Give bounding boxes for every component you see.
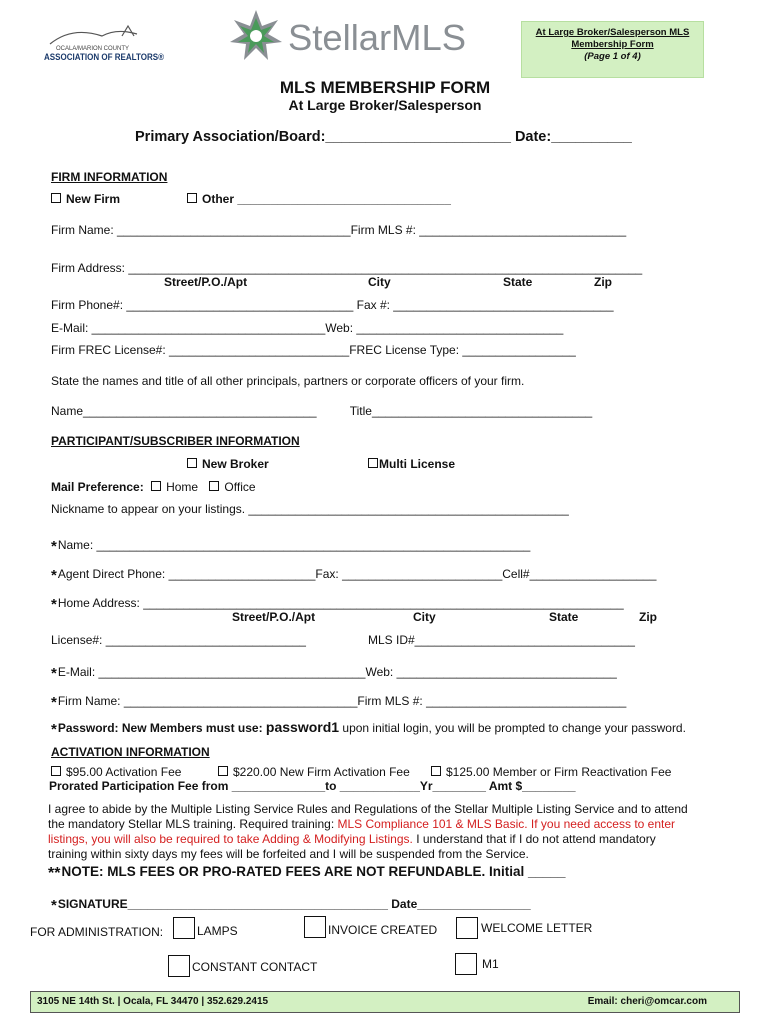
multi-license-label: Multi License bbox=[379, 457, 456, 471]
home-addr-city-label: City bbox=[413, 610, 436, 624]
participant-heading: PARTICIPANT/SUBSCRIBER INFORMATION bbox=[51, 434, 300, 448]
non-refundable-note[interactable] bbox=[48, 863, 566, 881]
agreement-line-4: training within sixty days my fees will be forfeited and I will be suspended from the Service. bbox=[48, 847, 529, 861]
association-logo bbox=[42, 24, 166, 66]
participant-firm-name-label: Firm Name: ___________________________________Firm MLS #: ______________________________ bbox=[57, 694, 627, 708]
default-password: password1 bbox=[265, 719, 340, 735]
new-firm-label: New Firm bbox=[66, 192, 121, 206]
required-asterisk: * bbox=[51, 721, 57, 738]
other-label: Other ________________________________ bbox=[202, 192, 451, 206]
other-option[interactable] bbox=[187, 192, 451, 206]
firm-info-heading: FIRM INFORMATION bbox=[51, 170, 168, 184]
home-checkbox[interactable] bbox=[151, 481, 161, 491]
new-firm-fee-label: $220.00 New Firm Activation Fee bbox=[233, 765, 410, 779]
firm-addr-street-label: Street/P.O./Apt bbox=[164, 275, 248, 289]
constant-contact-checkbox[interactable] bbox=[168, 955, 190, 977]
home-option[interactable] bbox=[151, 480, 198, 494]
assoc-logo-line1: OCALA/MARION COUNTY bbox=[56, 46, 130, 52]
participant-phones-label: Agent Direct Phone: ______________________Fax: ________________________Cell#___________________ bbox=[57, 567, 657, 581]
other-checkbox[interactable] bbox=[187, 193, 197, 203]
reactivation-fee-label: $125.00 Member or Firm Reactivation Fee bbox=[446, 765, 672, 779]
home-address-field[interactable] bbox=[51, 594, 624, 611]
m1-checkbox[interactable] bbox=[455, 953, 477, 975]
office-option[interactable] bbox=[209, 480, 255, 494]
footer-address: 3105 NE 14th St. | Ocala, FL 34470 | 352.629.2415 bbox=[37, 996, 269, 1007]
password-note bbox=[51, 719, 686, 736]
office-checkbox[interactable] bbox=[209, 481, 219, 491]
constant-contact-label: CONSTANT CONTACT bbox=[192, 960, 318, 974]
prorated-fee-field[interactable]: Prorated Participation Fee from ______________to ____________Yr________ Amt $________ bbox=[49, 779, 576, 793]
home-addr-zip-label: Zip bbox=[639, 610, 657, 624]
required-asterisk: * bbox=[51, 665, 57, 682]
principal-name-title-field[interactable]: Name___________________________________ Title_________________________________ bbox=[51, 404, 593, 418]
primary-association-field[interactable]: Primary Association/Board:_______________________ Date:__________ bbox=[135, 129, 632, 145]
agreement-line-2a: the mandatory Stellar MLS training. Required training: bbox=[48, 817, 335, 831]
double-asterisk: ** bbox=[48, 865, 61, 882]
signature-field[interactable] bbox=[51, 895, 531, 912]
activation-fee-label: $95.00 Activation Fee bbox=[66, 765, 182, 779]
participant-email-web-field[interactable] bbox=[51, 663, 617, 680]
home-label: Home bbox=[166, 480, 199, 494]
firm-email-web-field[interactable]: E-Mail: ___________________________________Web: _______________________________ bbox=[51, 321, 564, 335]
agreement-line-3a: listings, you will also be required to take Adding & Modifying Listings. bbox=[48, 832, 413, 846]
principals-note: State the names and title of all other principals, partners or corporate officers of your firm. bbox=[51, 374, 525, 388]
new-broker-option[interactable] bbox=[187, 457, 269, 471]
multi-license-checkbox[interactable] bbox=[368, 458, 378, 468]
reactivation-fee-checkbox[interactable] bbox=[431, 766, 441, 776]
required-asterisk: * bbox=[51, 596, 57, 613]
invoice-created-label: INVOICE CREATED bbox=[328, 923, 438, 937]
participant-name-label: Name: _________________________________________________________________ bbox=[57, 538, 531, 552]
form-title: MLS MEMBERSHIP FORM bbox=[279, 78, 491, 97]
agreement-line-2b: MLS Compliance 101 & MLS Basic. If you need access to enter bbox=[337, 817, 676, 831]
firm-name-field[interactable]: Firm Name: ___________________________________Firm MLS #: _______________________________ bbox=[51, 223, 627, 237]
non-refundable-label: NOTE: MLS FEES OR PRO-RATED FEES ARE NOT REFUNDABLE. Initial _____ bbox=[61, 864, 566, 879]
signature-label: SIGNATURE_______________________________________ Date_________________ bbox=[57, 897, 531, 911]
password-label: Password: New Members must use: bbox=[57, 721, 263, 735]
required-asterisk: * bbox=[51, 694, 57, 711]
lamps-label: LAMPS bbox=[197, 924, 238, 938]
administration-label: FOR ADMINISTRATION: bbox=[30, 925, 164, 939]
activation-fee-option[interactable] bbox=[51, 765, 181, 779]
firm-phone-fax-field[interactable]: Firm Phone#: __________________________________ Fax #: _________________________________ bbox=[51, 298, 614, 312]
new-firm-checkbox[interactable] bbox=[51, 193, 61, 203]
new-firm-fee-checkbox[interactable] bbox=[218, 766, 228, 776]
participant-email-web-label: E-Mail: ________________________________________Web: _________________________________ bbox=[57, 665, 617, 679]
new-broker-label: New Broker bbox=[202, 457, 269, 471]
activation-fee-checkbox[interactable] bbox=[51, 766, 61, 776]
mail-preference-label: Mail Preference: bbox=[51, 480, 144, 494]
form-subtitle: At Large Broker/Salesperson bbox=[288, 97, 482, 113]
firm-addr-zip-label: Zip bbox=[594, 275, 612, 289]
assoc-logo-line2: ASSOCIATION OF REALTORS® bbox=[44, 52, 165, 62]
form-page-tag bbox=[521, 21, 704, 78]
nickname-field[interactable]: Nickname to appear on your listings. ________________________________________________ bbox=[51, 502, 569, 516]
firm-addr-state-label: State bbox=[503, 275, 533, 289]
new-firm-option[interactable] bbox=[51, 192, 120, 206]
firm-address-field[interactable]: Firm Address: _____________________________________________________________________________ bbox=[51, 261, 643, 275]
reactivation-fee-option[interactable] bbox=[431, 765, 671, 779]
tag-line-1: At Large Broker/Salesperson MLS bbox=[535, 27, 690, 38]
stellar-logo-text: StellarMLS bbox=[288, 17, 466, 58]
home-address-label: Home Address: ________________________________________________________________________ bbox=[57, 596, 624, 610]
tag-line-3: (Page 1 of 4) bbox=[584, 51, 641, 62]
agreement-line-1: I agree to abide by the Multiple Listing Service Rules and Regulations of the Stellar Multiple Listing Service and to attend bbox=[48, 802, 688, 816]
new-firm-fee-option[interactable] bbox=[218, 765, 410, 779]
license-field[interactable]: License#: ______________________________ bbox=[51, 633, 306, 647]
multi-license-option[interactable] bbox=[368, 457, 455, 471]
home-addr-state-label: State bbox=[549, 610, 579, 624]
agreement-paragraph bbox=[48, 802, 688, 862]
agreement-line-3b: I understand that if I do not attend mandatory bbox=[416, 832, 656, 846]
agreement-line-3 bbox=[48, 832, 688, 847]
firm-frec-field[interactable]: Firm FREC License#: ___________________________FREC License Type: _________________ bbox=[51, 343, 576, 357]
welcome-letter-label: WELCOME LETTER bbox=[481, 921, 593, 935]
office-label: Office bbox=[224, 480, 256, 494]
agreement-line-2 bbox=[48, 817, 688, 832]
stellar-mls-logo bbox=[228, 8, 468, 64]
participant-phones-field[interactable] bbox=[51, 565, 656, 582]
required-asterisk: * bbox=[51, 538, 57, 555]
welcome-letter-checkbox[interactable] bbox=[456, 917, 478, 939]
mail-preference-row bbox=[51, 480, 256, 494]
activation-heading: ACTIVATION INFORMATION bbox=[51, 745, 210, 759]
invoice-created-checkbox[interactable] bbox=[304, 916, 326, 938]
participant-firm-name-field[interactable] bbox=[51, 692, 626, 709]
m1-label: M1 bbox=[482, 957, 499, 971]
home-addr-street-label: Street/P.O./Apt bbox=[232, 610, 316, 624]
required-asterisk: * bbox=[51, 897, 57, 914]
footer-bar bbox=[30, 991, 740, 1013]
footer-email[interactable]: Email: cheri@omcar.com bbox=[587, 996, 707, 1007]
tag-line-2: Membership Form bbox=[571, 39, 654, 50]
lamps-checkbox[interactable] bbox=[173, 917, 195, 939]
mls-id-field[interactable]: MLS ID#_________________________________ bbox=[368, 633, 635, 647]
new-broker-checkbox[interactable] bbox=[187, 458, 197, 468]
password-rest: upon initial login, you will be prompted to change your password. bbox=[342, 721, 686, 735]
required-asterisk: * bbox=[51, 567, 57, 584]
participant-name-field[interactable] bbox=[51, 536, 530, 553]
firm-addr-city-label: City bbox=[368, 275, 391, 289]
